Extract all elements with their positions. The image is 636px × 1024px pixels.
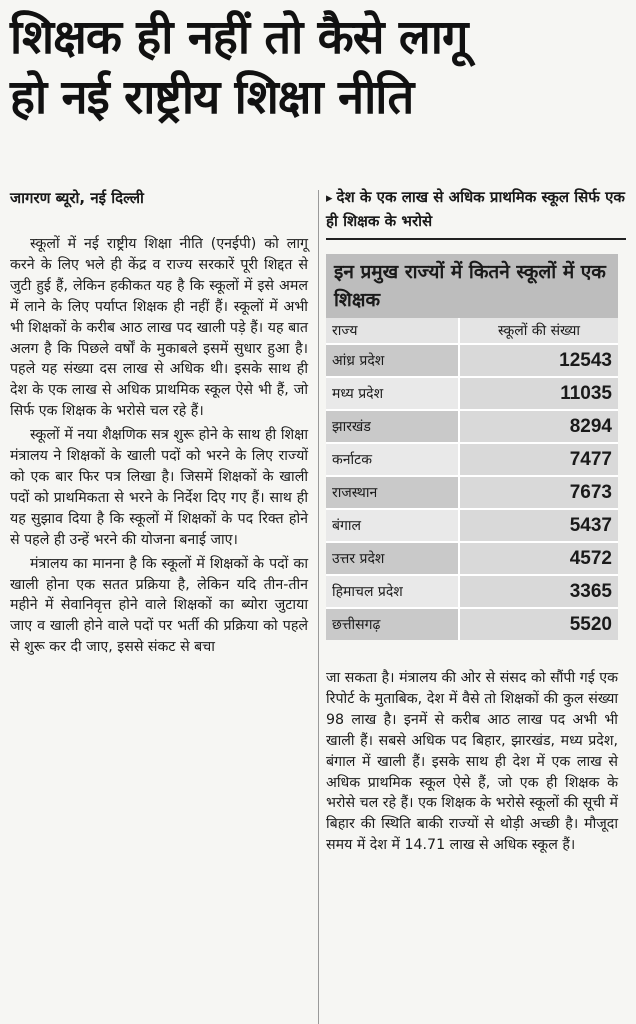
byline: जागरण ब्यूरो, नई दिल्ली — [10, 189, 144, 207]
state-name: उत्तर प्रदेश — [326, 542, 459, 575]
state-name: मध्य प्रदेश — [326, 377, 459, 410]
teaser-text: देश के एक लाख से अधिक प्राथमिक स्कूल सिर्फ एक ही शिक्षक के भरोसे — [326, 188, 625, 230]
headline — [10, 8, 626, 128]
table-row — [326, 443, 618, 476]
states-table-box — [326, 254, 618, 640]
school-count: 5437 — [459, 509, 618, 542]
paragraph: मंत्रालय का मानना है कि स्कूलों में शिक्षकों के पदों का खाली होना एक सतत प्रक्रिया है, लेकिन यदि तीन-तीन महीने में सेवानिवृत्त होने वाले शिक्षकों का ब्योरा जुटाया जाए व खाली होने वाले पदों पर भर्ती की प्रक्रिया को पहले से शुरू कर दी जाए, इससे संकट से बचा — [10, 555, 308, 656]
school-count: 11035 — [459, 377, 618, 410]
state-name: राजस्थान — [326, 476, 459, 509]
table-row — [326, 377, 618, 410]
table-row — [326, 344, 618, 377]
column-divider — [318, 190, 319, 1024]
article-body-right — [326, 668, 618, 856]
state-name: आंध्र प्रदेश — [326, 344, 459, 377]
table-row — [326, 608, 618, 640]
state-name: छत्तीसगढ़ — [326, 608, 459, 640]
school-count: 8294 — [459, 410, 618, 443]
teaser — [326, 186, 626, 240]
state-name: झारखंड — [326, 410, 459, 443]
table-row — [326, 476, 618, 509]
school-count: 7673 — [459, 476, 618, 509]
school-count: 5520 — [459, 608, 618, 640]
school-count: 12543 — [459, 344, 618, 377]
article-body-left — [10, 234, 308, 661]
table-row — [326, 509, 618, 542]
state-name: बंगाल — [326, 509, 459, 542]
state-name: हिमाचल प्रदेश — [326, 575, 459, 608]
table-row — [326, 542, 618, 575]
table-header-row — [326, 318, 618, 344]
school-count: 3365 — [459, 575, 618, 608]
paragraph: स्कूलों में नया शैक्षणिक सत्र शुरू होने के साथ ही शिक्षा मंत्रालय ने शिक्षकों के खाली पदों को भरने के लिए राज्यों को एक बार फिर पत्र लिखा है। जिसमें शिक्षकों के खाली पदों को प्राथमिकता से भरने के निर्देश दिए गए हैं। साथ ही यह सुझाव दिया है कि स्कूलों में शिक्षकों के पद रिक्त होने से पहले ही उन्हें भरने की योजना बनाई जाए। — [10, 427, 308, 548]
header-state: राज्य — [326, 318, 459, 344]
state-name: कर्नाटक — [326, 443, 459, 476]
paragraph: जा सकता है। मंत्रालय की ओर से संसद को सौंपी गई एक रिपोर्ट के मुताबिक, देश में वैसे तो शिक्षकों की कुल संख्या 98 लाख है। इनमें से करीब आठ लाख पद अभी भी खाली हैं। सबसे अधिक पद बिहार, झारखंड, मध्य प्रदेश, बंगाल में खाली हैं। इसके साथ ही देश में एक लाख से अधिक प्राथमिक स्कूल ऐसे हैं, जो एक ही शिक्षक के भरोसे चल रहे हैं। एक शिक्षक के भरोसे स्कूलों की सूची में बिहार की स्थिति बाकी राज्यों से थोड़ी अच्छी है। मौजूदा समय में देश में 14.71 लाख से अधिक स्कूल हैं। — [326, 670, 618, 854]
header-count: स्कूलों की संख्या — [459, 318, 618, 344]
headline-line-2: हो नई राष्ट्रीय शिक्षा नीति — [10, 70, 414, 125]
school-count: 7477 — [459, 443, 618, 476]
table-row — [326, 410, 618, 443]
table-row — [326, 575, 618, 608]
states-table — [326, 318, 618, 640]
school-count: 4572 — [459, 542, 618, 575]
table-title: इन प्रमुख राज्यों में कितने स्कूलों में एक शिक्षक — [326, 254, 618, 318]
triangle-bullet-icon: ▸ — [326, 191, 333, 206]
paragraph: स्कूलों में नई राष्ट्रीय शिक्षा नीति (एनईपी) को लागू करने के लिए भले ही केंद्र व राज्य सरकारें पूरी शिद्दत से जुटी हुई हैं, लेकिन हकीकत यह है कि स्कूलों में इसे अमल में लाने के लिए पर्याप्त शिक्षक ही नहीं हैं। स्कूलों में अभी भी शिक्षकों के करीब आठ लाख पद खाली पड़े हैं। यह बात अलग है कि पिछले वर्षों के मुकाबले इसमें सुधार हुआ है। पहले यह संख्या दस लाख से अधिक थी। इसके साथ ही देश के एक लाख से अधिक प्राथमिक स्कूल ऐसे भी हैं, जो सिर्फ एक शिक्षक के भरोसे चल रहे हैं। — [10, 236, 308, 420]
headline-line-1: शिक्षक ही नहीं तो कैसे लागू — [10, 10, 468, 65]
